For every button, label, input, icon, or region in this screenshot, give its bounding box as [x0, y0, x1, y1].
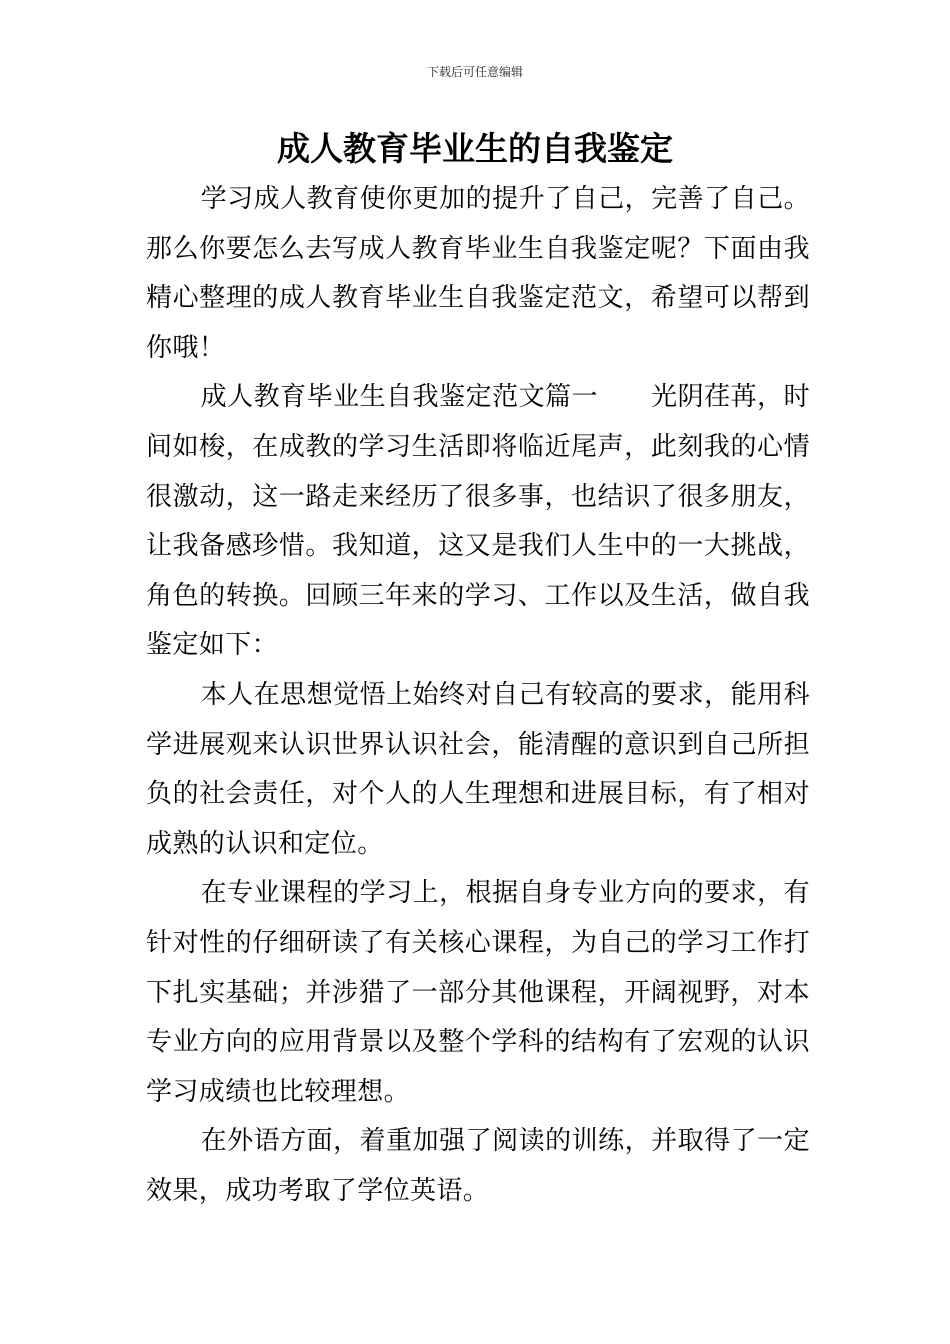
- document-body: [146, 175, 810, 1216]
- paragraph-intro: 学习成人教育使你更加的提升了自己，完善了自己。那么你要怎么去写成人教育毕业生自我鉴定呢？下面由我精心整理的成人教育毕业生自我鉴定范文，希望可以帮到你哦！: [146, 184, 810, 363]
- document-title: 成人教育毕业生的自我鉴定: [277, 129, 673, 168]
- paragraph-ideology: 本人在思想觉悟上始终对自己有较高的要求，能用科学进展观来认识世界认识社会，能清醒的意识到自己所担负的社会责任，对个人的人生理想和进展目标，有了相对成熟的认识和定位。: [146, 679, 810, 859]
- paragraph-courses: 在专业课程的学习上，根据自身专业方向的要求，有针对性的仔细研读了有关核心课程，为自己的学习工作打下扎实基础；并涉猎了一部分其他课程，开阔视野，对本专业方向的应用背景以及整个学科的结构有了宏观的认识学习成绩也比较理想。: [146, 878, 810, 1107]
- paragraph-sample-one: 成人教育毕业生自我鉴定范文篇一 光阴荏苒，时间如梭，在成教的学习生活即将临近尾声，此刻我的心情很激动，这一路走来经历了很多事，也结识了很多朋友，让我备感珍惜。我知道，这又是我们人生中的一大挑战，角色的转换。回顾三年来的学习、工作以及生活，做自我鉴定如下：: [146, 382, 810, 661]
- paragraph-foreign-language: 在外语方面，着重加强了阅读的训练，并取得了一定效果，成功考取了学位英语。: [146, 1126, 810, 1206]
- header-note: 下载后可任意编辑: [426, 65, 523, 79]
